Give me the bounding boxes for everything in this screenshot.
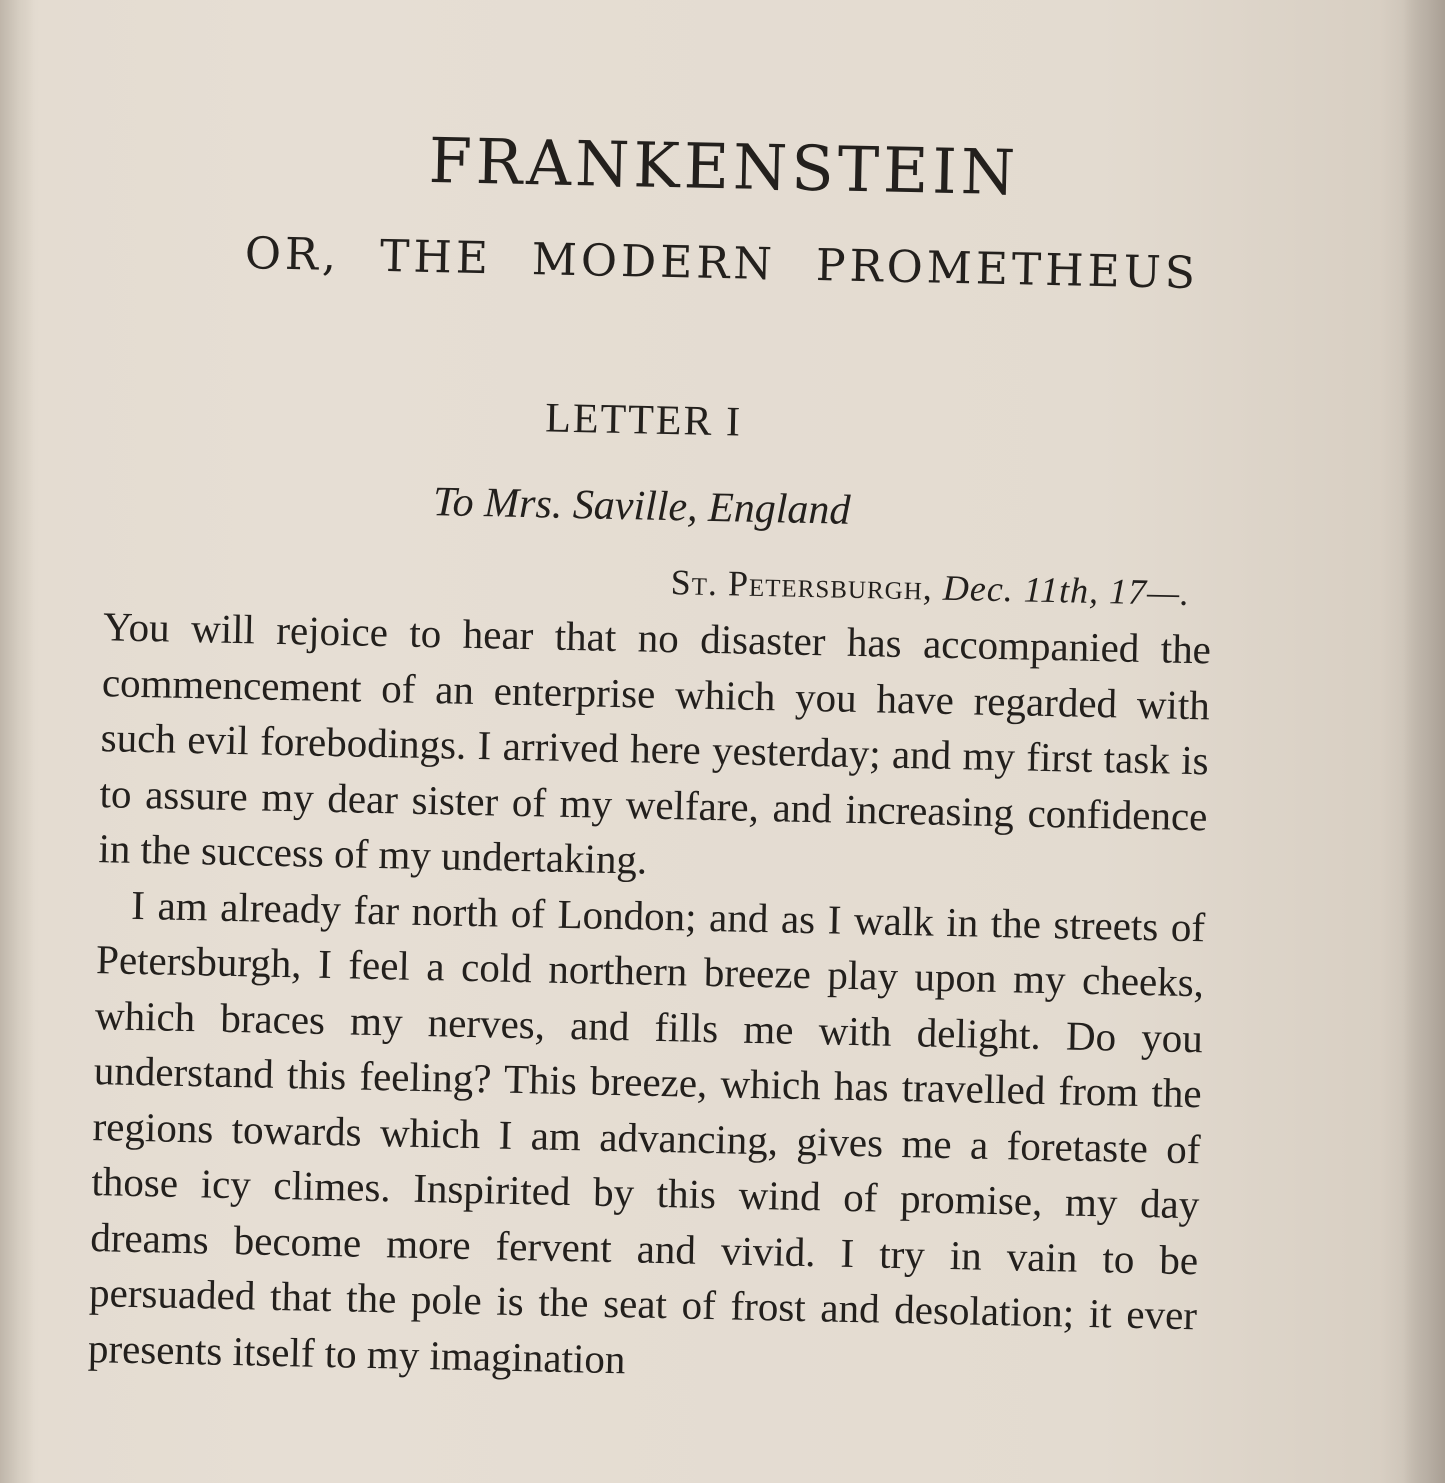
- page-edge: [1403, 0, 1445, 1483]
- letter-place: St. Petersburgh,: [670, 562, 934, 608]
- paragraph: You will rejoice to hear that no disaster has accompanied the commencement of an enterprise which you have regarded with such evil forebodings. I arrived here yesterday; and my first task is to assure my dear sister of my welfare, and increasing confidence in the success of my undertaking.: [98, 603, 1212, 883]
- letter-salutation: To Mrs. Saville, England: [432, 479, 851, 534]
- book-title: FRANKENSTEIN: [428, 123, 1020, 210]
- book-page: [42, 0, 1383, 1483]
- letter-heading: LETTER I: [544, 395, 743, 446]
- letter-date: Dec. 11th, 17—.: [942, 567, 1191, 613]
- letter-body: [87, 599, 1211, 1399]
- letter-dateline: [670, 561, 1190, 614]
- gutter-shadow: [0, 0, 34, 1483]
- book-subtitle: OR, THE MODERN PROMETHEUS: [244, 228, 1200, 300]
- paragraph: I am already far north of London; and as I walk in the streets of Petersburgh, I feel a cold northern breeze play upon my cheeks, which braces my nerves, and fills me with delight. Do you understand this feeling? This breeze, which has travelled from the regions towards which I am advancing, gives me a foretaste of those icy climes. Inspirited by this wind of promise, my day dreams become more fervent and vivid. I try in vain to be persuaded that the pole is the seat of frost and desolation; it ever presents itself to my imagination: [87, 881, 1206, 1382]
